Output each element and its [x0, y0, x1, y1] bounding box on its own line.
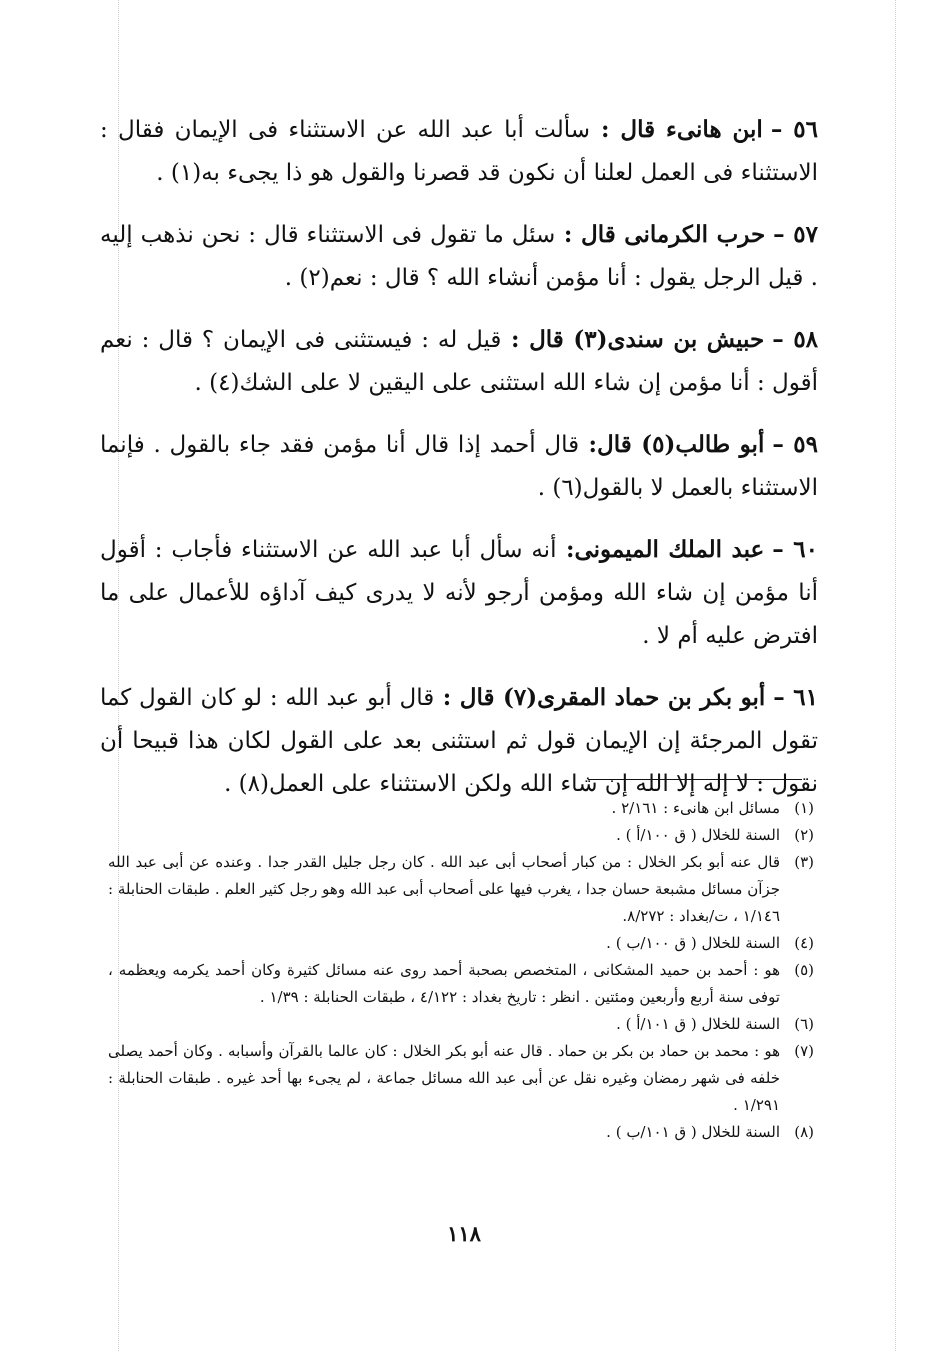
entry-number: ٥٨ – [772, 326, 819, 353]
footnote-marker: (١) [794, 799, 814, 817]
entry-narrator: أبو طالب(٥) قال: [588, 431, 765, 458]
entry-number: ٥٩ – [772, 431, 819, 458]
entry-text: قال أحمد إذا قال أنا مؤمن فقد جاء بالقول . فإنما الاستثناء بالعمل لا بالقول(٦) . [100, 432, 818, 501]
entry-text: قيل له : فيستثنى فى الإيمان ؟ قال : نعم أقول : أنا مؤمن إن شاء الله استثنى على اليقين لا على الشك(٤) . [100, 327, 818, 396]
footnote-7 [108, 1038, 814, 1119]
footnote-marker: (٦) [794, 1015, 814, 1033]
footnote-1 [108, 795, 814, 822]
entry-60 [100, 528, 818, 658]
footnote-marker: (٥) [794, 961, 814, 979]
scan-margin-line-right [895, 0, 896, 1351]
footnote-text: هو : محمد بن حماد بن بكر بن حماد . قال عنه أبو بكر الخلال : كان عالما بالقرآن وأسبابه . وكان أحمد يصلى خلفه فى شهر رمضان وغيره نقل عن أبى عبد الله مسائل جماعة ، لم يجىء بها أحد غيره . طبقات الحنابلة : ١/٢٩١ . [108, 1042, 780, 1114]
main-text [100, 108, 818, 824]
entry-narrator: أبو بكر بن حماد المقرى(٧) قال : [442, 684, 766, 711]
footnote-marker: (٤) [794, 934, 814, 952]
entry-narrator: حرب الكرمانى قال : [563, 221, 766, 248]
footnote-3 [108, 849, 814, 930]
entry-narrator: حبيش بن سندى(٣) قال : [511, 326, 765, 353]
footnote-8 [108, 1119, 814, 1146]
footnote-5 [108, 957, 814, 1011]
entry-text: سألت أبا عبد الله عن الاستثناء فى الإيمان فقال : الاستثناء فى العمل لعلنا أن نكون قد قصرنا والقول هو ذا يجىء به(١) . [100, 117, 818, 186]
footnote-marker: (٢) [794, 826, 814, 844]
footnotes [108, 795, 814, 1146]
footnote-text: السنة للخلال ( ق ١٠١/ب ) . [606, 1123, 780, 1141]
entry-number: ٦١ – [773, 684, 818, 711]
entry-narrator: ابن هانىء قال : [600, 116, 763, 143]
entry-number: ٦٠ – [772, 536, 818, 563]
footnote-text: السنة للخلال ( ق ١٠٠/ب ) . [606, 934, 780, 952]
entry-text: أنه سأل أبا عبد الله عن الاستثناء فأجاب : أقول أنا مؤمن إن شاء الله ومؤمن أرجو لأنه لا يدرى كيف آداؤه للأعمال على ما افترض عليه أم لا . [100, 537, 818, 649]
entry-58 [100, 318, 818, 405]
entry-59 [100, 423, 818, 510]
footnote-text: السنة للخلال ( ق ١٠٠/أ ) . [616, 826, 780, 844]
footnote-divider [588, 779, 802, 780]
entry-56 [100, 108, 818, 195]
footnote-text: هو : أحمد بن حميد المشكانى ، المتخصص بصحبة أحمد روى عنه مسائل كثيرة وكان أحمد يكرمه ويعظمه ، توفى سنة أربع وأربعين ومئتين . انظر : تاريخ بغداد : ٤/١٢٢ ، طبقات الحنابلة : ١/٣٩ . [108, 961, 780, 1006]
footnote-4 [108, 930, 814, 957]
footnote-marker: (٣) [794, 853, 814, 871]
footnote-6 [108, 1011, 814, 1038]
page-number: ١١٨ [447, 1221, 481, 1246]
footnote-text: مسائل ابن هانىء : ٢/١٦١ . [611, 799, 780, 817]
entry-57 [100, 213, 818, 300]
entry-61 [100, 676, 818, 806]
footnote-text: السنة للخلال ( ق ١٠١/أ ) . [616, 1015, 780, 1033]
footnote-marker: (٨) [794, 1123, 814, 1141]
footnote-marker: (٧) [794, 1042, 814, 1060]
entry-narrator: عبد الملك الميمونى: [565, 536, 765, 563]
footnote-text: قال عنه أبو بكر الخلال : من كبار أصحاب أبى عبد الله . كان رجل جليل القدر جدا . وعنده عن أبى عبد الله جزآن مسائل مشبعة حسان جدا ، يغرب فيها على أصحاب أبى عبد الله وهو رجل كثير العلم . طبقات الحنابلة : ١/١٤٦ ، ت/بغداد : ٨/٢٧٢. [108, 853, 780, 925]
entry-text: قال أبو عبد الله : لو كان القول كما تقول المرجئة إن الإيمان قول ثم استثنى بعد على القول لكان هذا قبيحا أن نقول : لا إله إلا الله إن شاء الله ولكن الاستثناء على العمل(٨) . [100, 685, 818, 797]
entry-text: سئل ما تقول فى الاستثناء قال : نحن نذهب إليه . قيل الرجل يقول : أنا مؤمن أنشاء الله ؟ قال : نعم(٢) . [100, 222, 818, 291]
footnote-2 [108, 822, 814, 849]
entry-number: ٥٧ – [773, 221, 818, 248]
entry-number: ٥٦ – [770, 116, 818, 143]
